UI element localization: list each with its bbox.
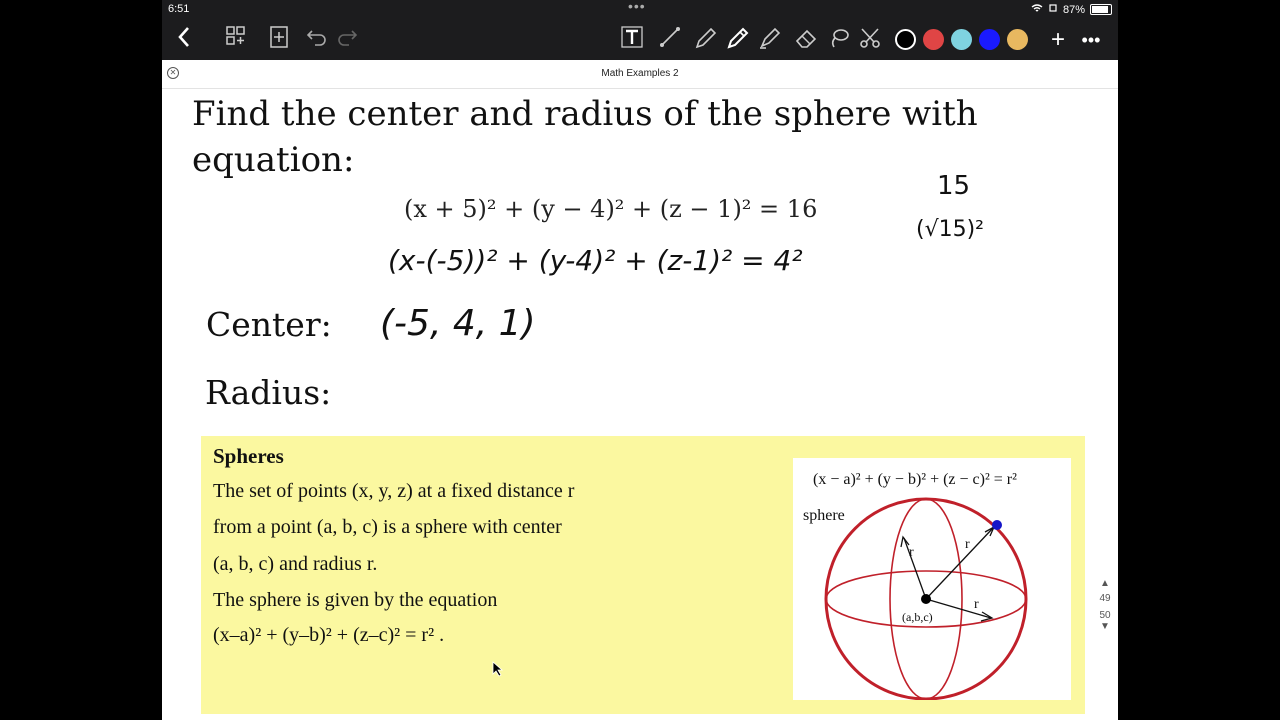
spheres-line-1: The set of points (x, y, z) at a fixed distance r bbox=[213, 480, 575, 502]
more-icon[interactable]: ••• bbox=[1081, 30, 1101, 50]
close-icon[interactable]: ✕ bbox=[167, 67, 179, 79]
eraser-icon[interactable] bbox=[793, 26, 819, 54]
handwritten-rewrite: (x-(-5))² + (y-4)² + (z-1)² = 4² bbox=[388, 244, 803, 277]
prev-page-number[interactable]: 49 bbox=[1099, 593, 1111, 604]
document-title-bar bbox=[162, 60, 1118, 89]
page-down-icon[interactable]: ▼ bbox=[1100, 621, 1110, 632]
spheres-line-5: (x–a)² + (y–b)² + (z–c)² = r² . bbox=[213, 624, 445, 646]
spheres-line-2: from a point (a, b, c) is a sphere with center bbox=[213, 516, 562, 538]
scissors-icon[interactable] bbox=[857, 26, 883, 54]
sphere-equation: (x + 5)² + (y − 4)² + (z − 1)² = 16 bbox=[404, 195, 818, 223]
notebook-page[interactable] bbox=[162, 89, 1118, 720]
radius-label: Radius: bbox=[205, 373, 332, 412]
figure-sphere-label: sphere bbox=[803, 507, 845, 524]
thumbnails-icon[interactable] bbox=[225, 26, 247, 54]
status-time: 6:51 bbox=[168, 3, 190, 15]
handwritten-side-root: (√15)² bbox=[916, 217, 984, 242]
figure-center-label: (a,b,c) bbox=[902, 610, 933, 624]
wifi-icon bbox=[1031, 4, 1043, 16]
question-text: Find the center and radius of the sphere with equation: bbox=[192, 94, 978, 180]
sphere-figure bbox=[793, 458, 1071, 700]
mouse-cursor-icon bbox=[492, 661, 504, 682]
spheres-info-box bbox=[201, 436, 1085, 714]
figure-r-label-2: r bbox=[909, 545, 914, 560]
figure-equation: (x − a)² + (y − b)² + (z − c)² = r² bbox=[813, 471, 1017, 488]
spheres-line-3: (a, b, c) and radius r. bbox=[213, 553, 378, 575]
handwritten-center-value: (-5, 4, 1) bbox=[380, 303, 536, 344]
spheres-line-4: The sphere is given by the equation bbox=[213, 589, 498, 611]
plus-icon[interactable]: + bbox=[1050, 26, 1065, 53]
page-navigator[interactable] bbox=[1094, 578, 1116, 632]
add-page-icon[interactable] bbox=[268, 26, 290, 54]
ipad-screen bbox=[162, 0, 1118, 720]
color-swatch-black[interactable] bbox=[895, 29, 916, 50]
handwritten-side-number: 15 bbox=[937, 171, 971, 201]
rotation-lock-icon bbox=[1048, 3, 1058, 16]
battery-icon bbox=[1090, 4, 1112, 15]
undo-icon[interactable] bbox=[306, 26, 328, 54]
color-swatch-blue[interactable] bbox=[979, 29, 1000, 50]
toolbar bbox=[162, 20, 1118, 60]
document-title: Math Examples 2 bbox=[601, 68, 679, 79]
highlighter-icon[interactable] bbox=[757, 26, 783, 54]
surface-point bbox=[992, 520, 1002, 530]
pen-icon[interactable] bbox=[693, 26, 719, 54]
fountain-pen-icon[interactable] bbox=[725, 26, 751, 54]
multitasking-dots-icon[interactable]: ••• bbox=[628, 0, 646, 14]
center-label: Center: bbox=[206, 305, 332, 344]
line-tool-icon[interactable] bbox=[658, 26, 682, 54]
color-swatch-light-blue[interactable] bbox=[951, 29, 972, 50]
redo-icon[interactable] bbox=[336, 26, 358, 54]
back-icon[interactable] bbox=[174, 26, 194, 54]
page-up-icon[interactable]: ▲ bbox=[1100, 578, 1110, 589]
figure-r-label-1: r bbox=[965, 537, 970, 552]
battery-percent: 87% bbox=[1062, 3, 1085, 16]
figure-r-label-3: r bbox=[974, 597, 979, 612]
text-tool-icon[interactable] bbox=[620, 26, 644, 54]
status-bar bbox=[162, 0, 1118, 20]
color-swatch-gold[interactable] bbox=[1007, 29, 1028, 50]
sphere-diagram bbox=[793, 458, 1071, 700]
next-page-number[interactable]: 50 bbox=[1099, 610, 1111, 621]
spheres-box-title: Spheres bbox=[213, 444, 284, 468]
center-point bbox=[921, 594, 931, 604]
lasso-icon[interactable] bbox=[826, 26, 852, 54]
color-swatch-red[interactable] bbox=[923, 29, 944, 50]
